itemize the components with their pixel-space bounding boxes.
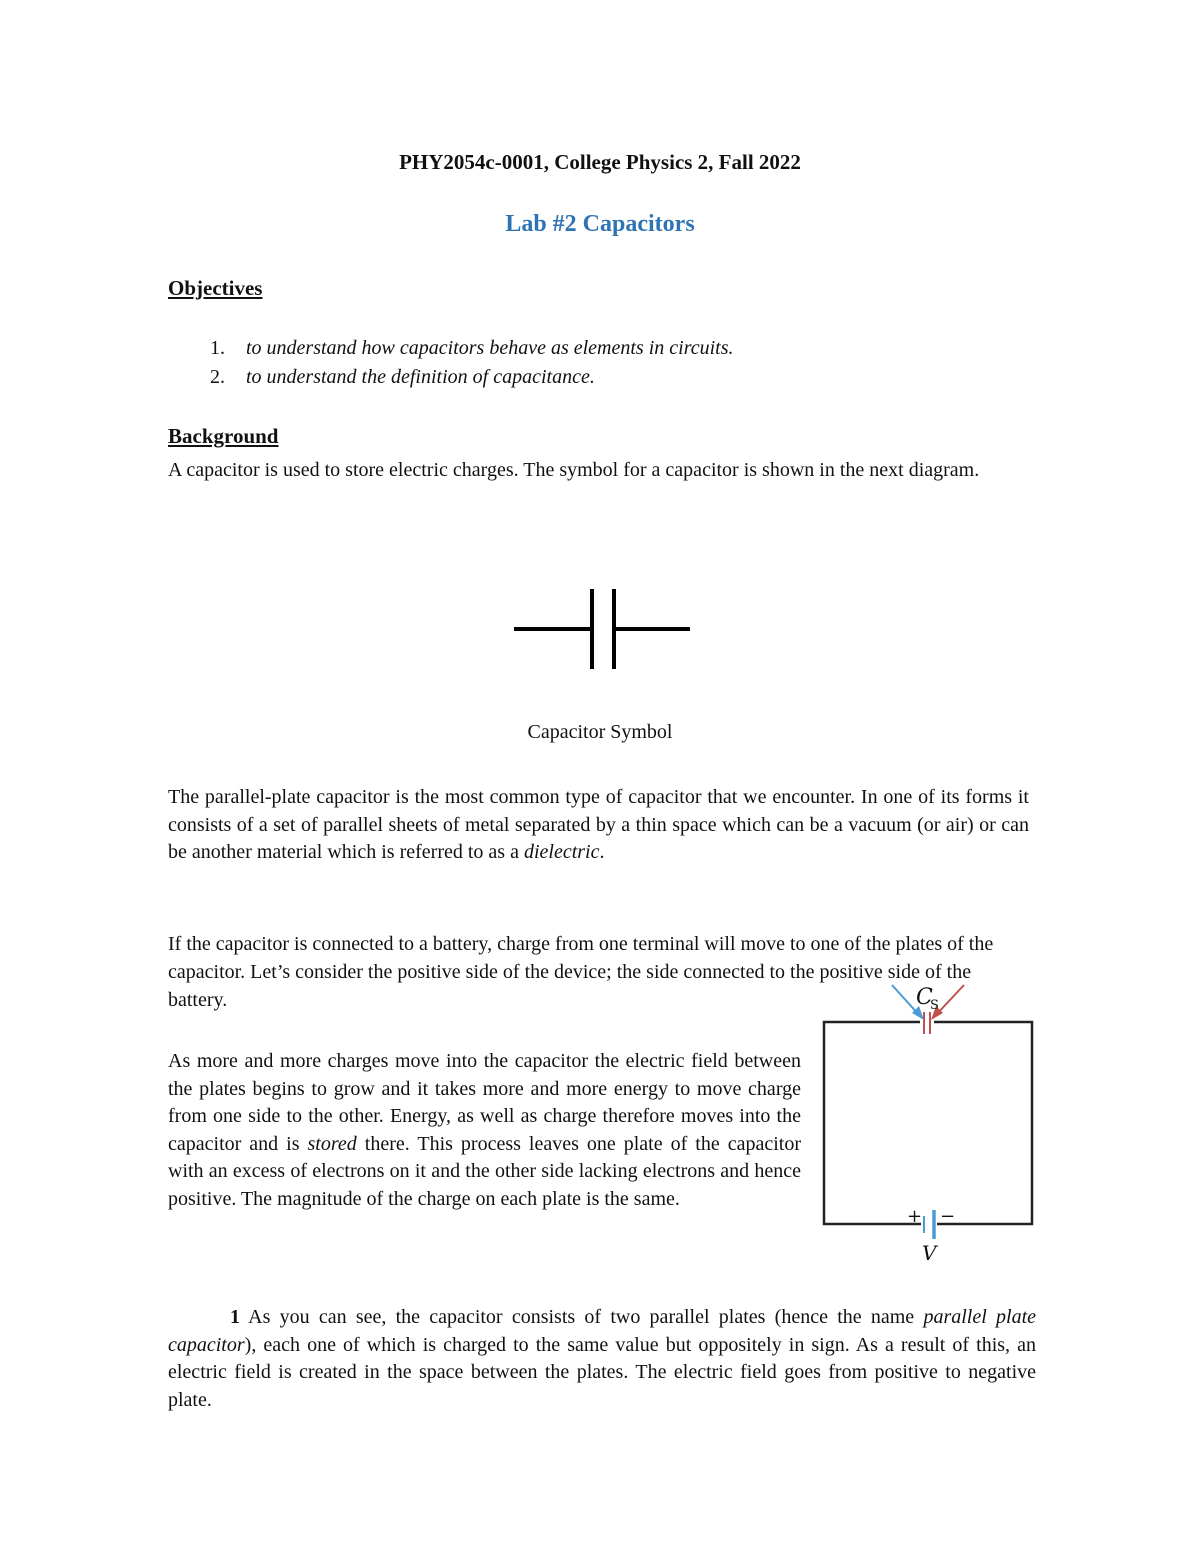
paragraph-battery: If the capacitor is connected to a battery, charge from one terminal will move to one of the plates of the capacitor. Let’s consider the positive side of the device; the side connected to the positive side of the battery.: [168, 933, 994, 1011]
background-heading: Background: [168, 424, 279, 448]
course-title: PHY2054c-0001, College Physics 2, Fall 2022: [399, 150, 801, 174]
paragraph-text: there. This process leaves one plate of the capacitor with an excess of electrons on it and the other side lacking electrons and hence positive. The magnitude of the charge on each plate is the same.: [168, 1132, 801, 1210]
battery-minus-sign: −: [940, 1206, 956, 1227]
figure-caption: Capacitor Symbol: [527, 721, 673, 743]
paragraph-text: As you can see, the capacitor consists of two parallel plates (hence the name: [240, 1306, 924, 1328]
paragraph-emphasis: stored: [307, 1132, 357, 1155]
capacitor-label: C: [916, 985, 933, 1010]
step-number: 1: [230, 1306, 240, 1328]
battery-plus-sign: +: [907, 1206, 923, 1227]
list-item-number: 2.: [210, 366, 225, 388]
paragraph-text: .: [599, 841, 605, 863]
battery-voltage-label: V: [922, 1241, 937, 1265]
paragraph-text: As more and more charges move into the capacitor the electric field between the plates begins to grow and it takes more and more energy to move charge from one side to the other. Energy, as well as charge therefore moves into the capacitor and is: [168, 1050, 801, 1155]
circuit-wire-right: [934, 1022, 1032, 1224]
paragraph-text: ), each one of which is charged to the same value but oppositely in sign. As a result of this, an electric field is created in the space between the plates. The electric field goes from positive to negative plate.: [168, 1333, 1036, 1411]
objectives-list: [210, 337, 1010, 395]
circuit-wire-left: [824, 1022, 921, 1224]
list-item: [210, 366, 1010, 395]
capacitor-label-subscript: S: [930, 998, 939, 1013]
background-intro: A capacitor is used to store electric charges. The symbol for a capacitor is shown in the next diagram.: [168, 459, 980, 481]
list-item-text: to understand the definition of capacitance.: [246, 366, 595, 388]
list-item-text: to understand how capacitors behave as elements in circuits.: [246, 337, 734, 359]
objectives-heading: Objectives: [168, 276, 263, 300]
paragraph-charge-storage: [168, 1048, 801, 1213]
list-item-number: 1.: [210, 337, 225, 359]
paragraph-text: The parallel-plate capacitor is the most common type of capacitor that we encounter. In one of its forms it consists of a set of parallel sheets of metal separated by a thin space which can be a vacuum (or air) or can be another material which is referred to as a: [168, 786, 1029, 863]
circuit-diagram: [816, 980, 1040, 1266]
capacitor-symbol-figure: [510, 586, 694, 672]
paragraph-step-1: [168, 1304, 1036, 1414]
list-item: [210, 337, 1010, 366]
paragraph-emphasis: dielectric: [523, 841, 600, 863]
paragraph-parallel-plate: [168, 784, 1029, 867]
paragraph-emphasis: parallel plate capacitor: [168, 1306, 1037, 1356]
lab-title: Lab #2 Capacitors: [505, 211, 695, 237]
